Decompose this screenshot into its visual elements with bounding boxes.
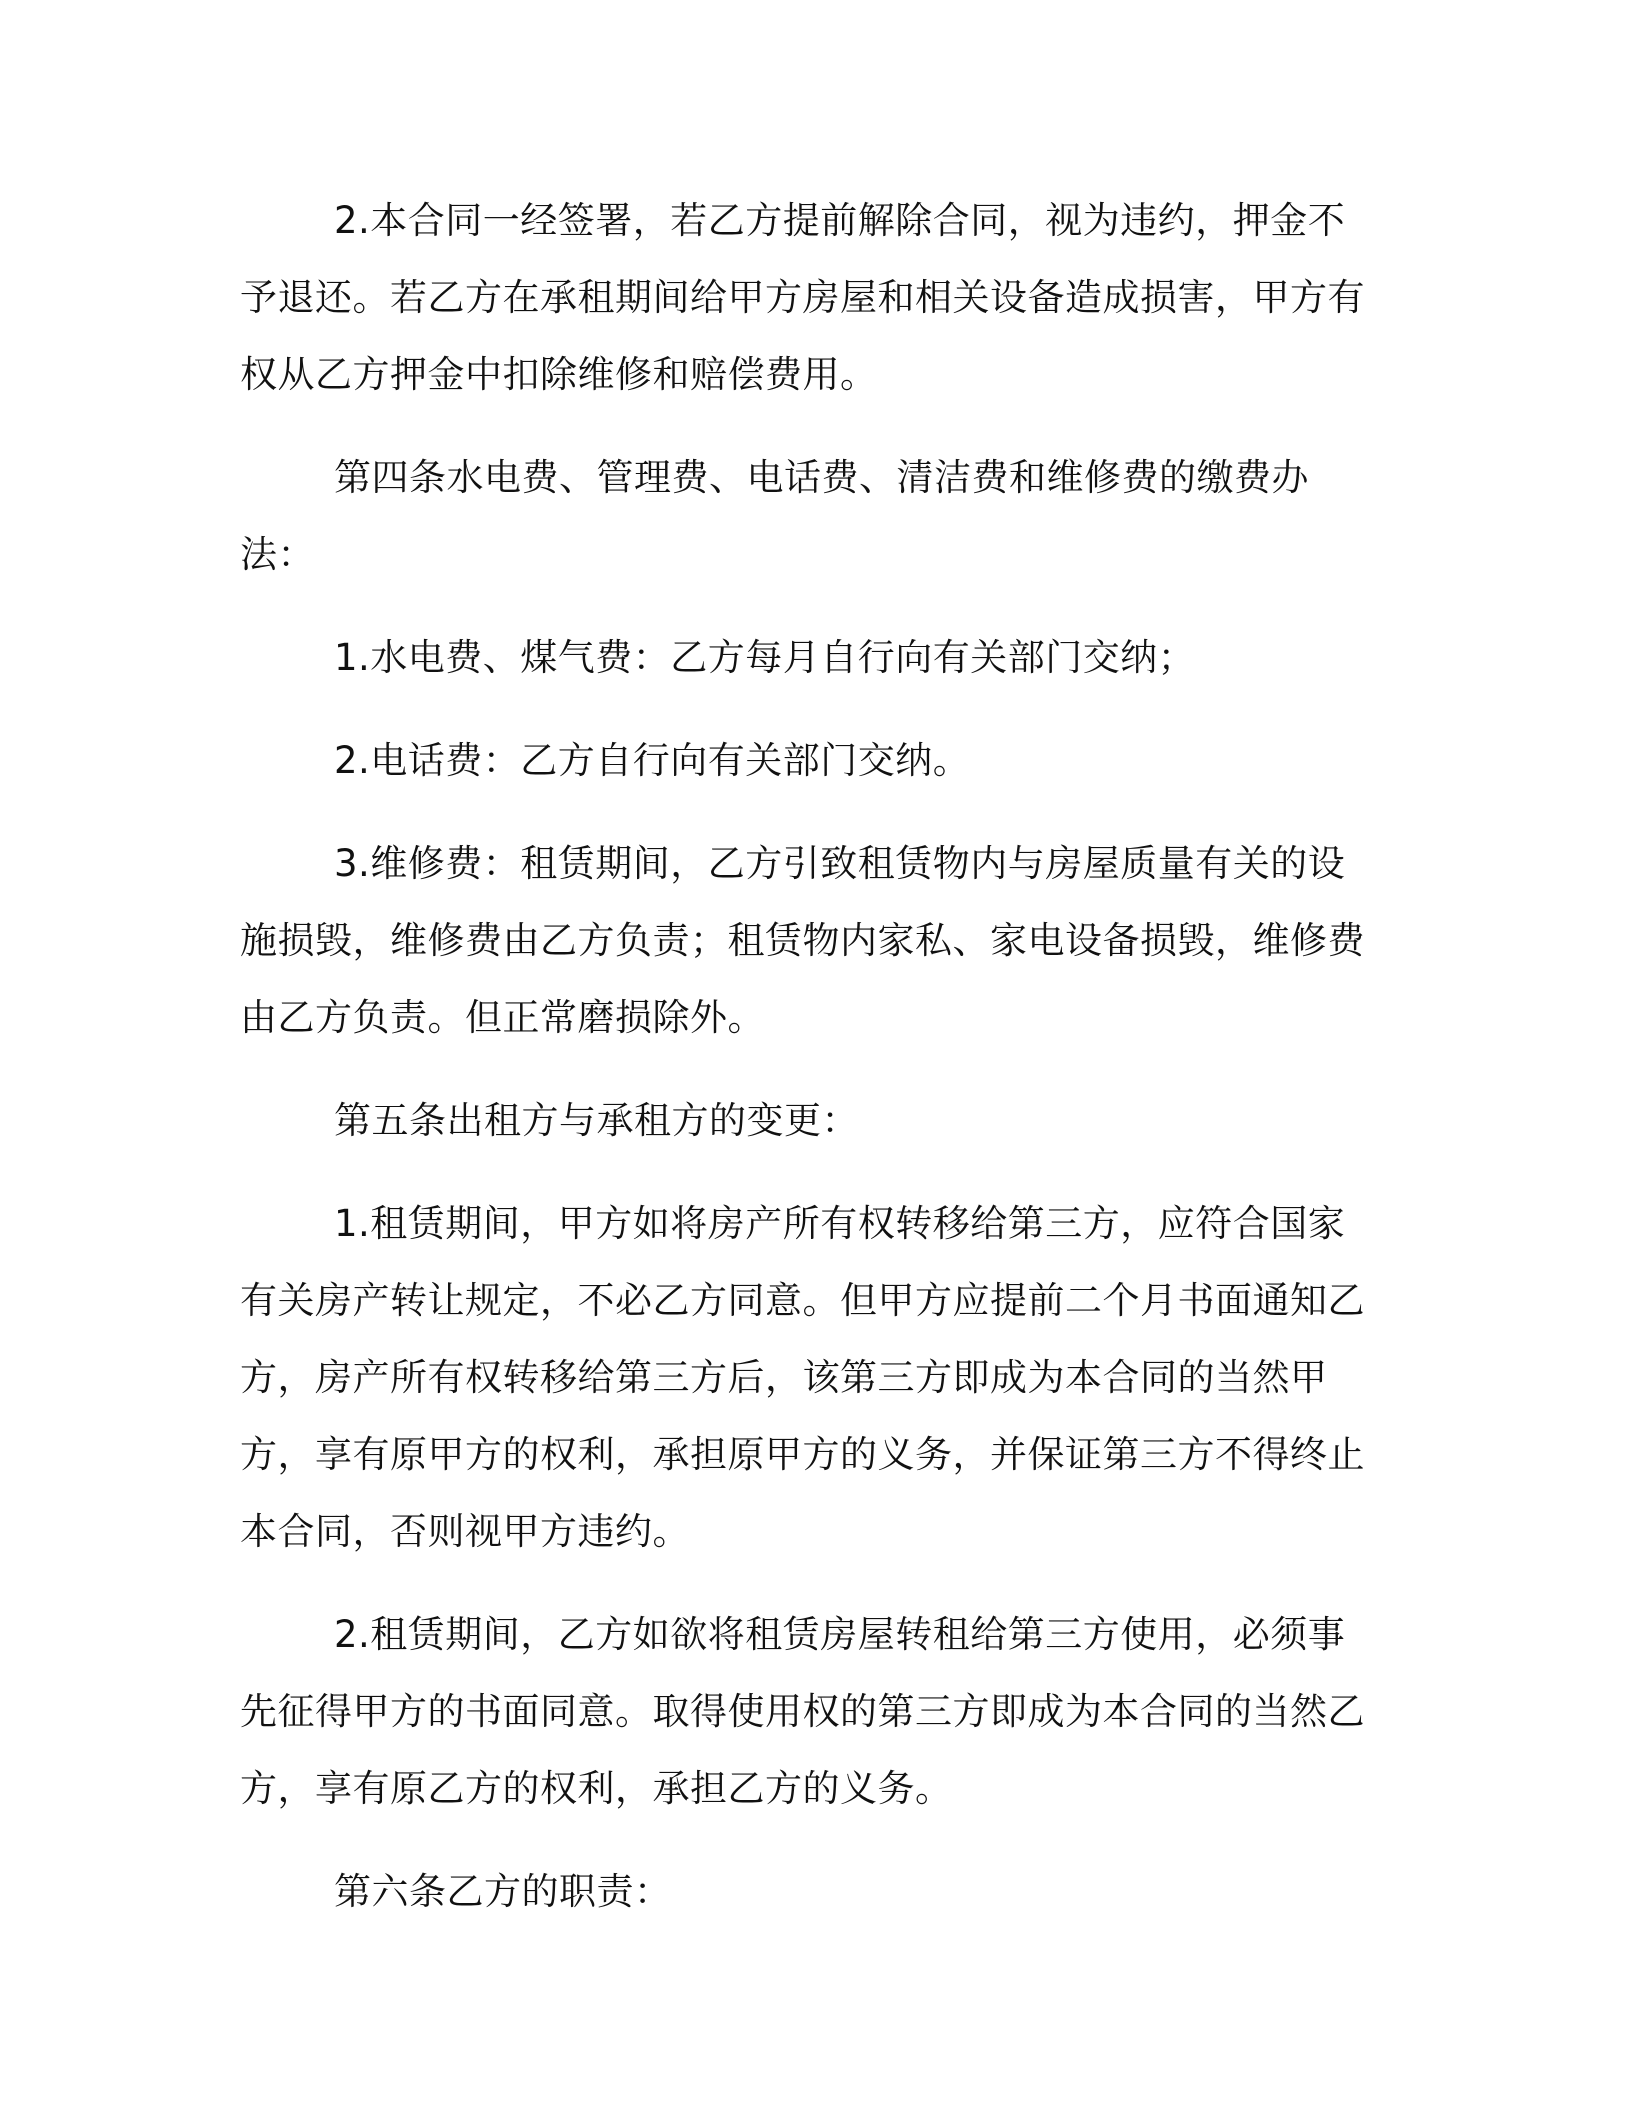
article-4-heading: 第四条水电费、管理费、电话费、清洁费和维修费的缴费办法： <box>240 456 1309 576</box>
paragraph-maintenance-fee: 3.维修费：租赁期间，乙方引致租赁物内与房屋质量有关的设施损毁，维修费由乙方负责；租赁物内家私、家电设备损毁，维修费由乙方负责。但正常磨损除外。 <box>240 842 1365 1039</box>
paragraph-lessor-transfer: 1.租赁期间，甲方如将房产所有权转移给第三方，应符合国家有关房产转让规定，不必乙方同意。但甲方应提前二个月书面通知乙方，房产所有权转移给第三方后，该第三方即成为本合同的当然甲方，享有原甲方的权利，承担原甲方的义务，并保证第三方不得终止本合同，否则视甲方违约。 <box>240 1202 1365 1553</box>
paragraph-phone-fee: 2.电话费：乙方自行向有关部门交纳。 <box>334 739 971 782</box>
paragraph-utilities-fee: 1.水电费、煤气费：乙方每月自行向有关部门交纳； <box>334 636 1196 679</box>
paragraph-sublease: 2.租赁期间，乙方如欲将租赁房屋转租给第三方使用，必须事先征得甲方的书面同意。取得使用权的第三方即成为本合同的当然乙方，享有原乙方的权利，承担乙方的义务。 <box>240 1613 1365 1810</box>
document-body <box>240 182 1380 1956</box>
paragraph-deposit-clause: 2.本合同一经签署，若乙方提前解除合同，视为违约，押金不予退还。若乙方在承租期间给甲方房屋和相关设备造成损害，甲方有权从乙方押金中扣除维修和赔偿费用。 <box>240 199 1365 396</box>
article-5-heading: 第五条出租方与承租方的变更： <box>334 1099 859 1142</box>
article-6-heading: 第六条乙方的职责： <box>334 1870 672 1913</box>
